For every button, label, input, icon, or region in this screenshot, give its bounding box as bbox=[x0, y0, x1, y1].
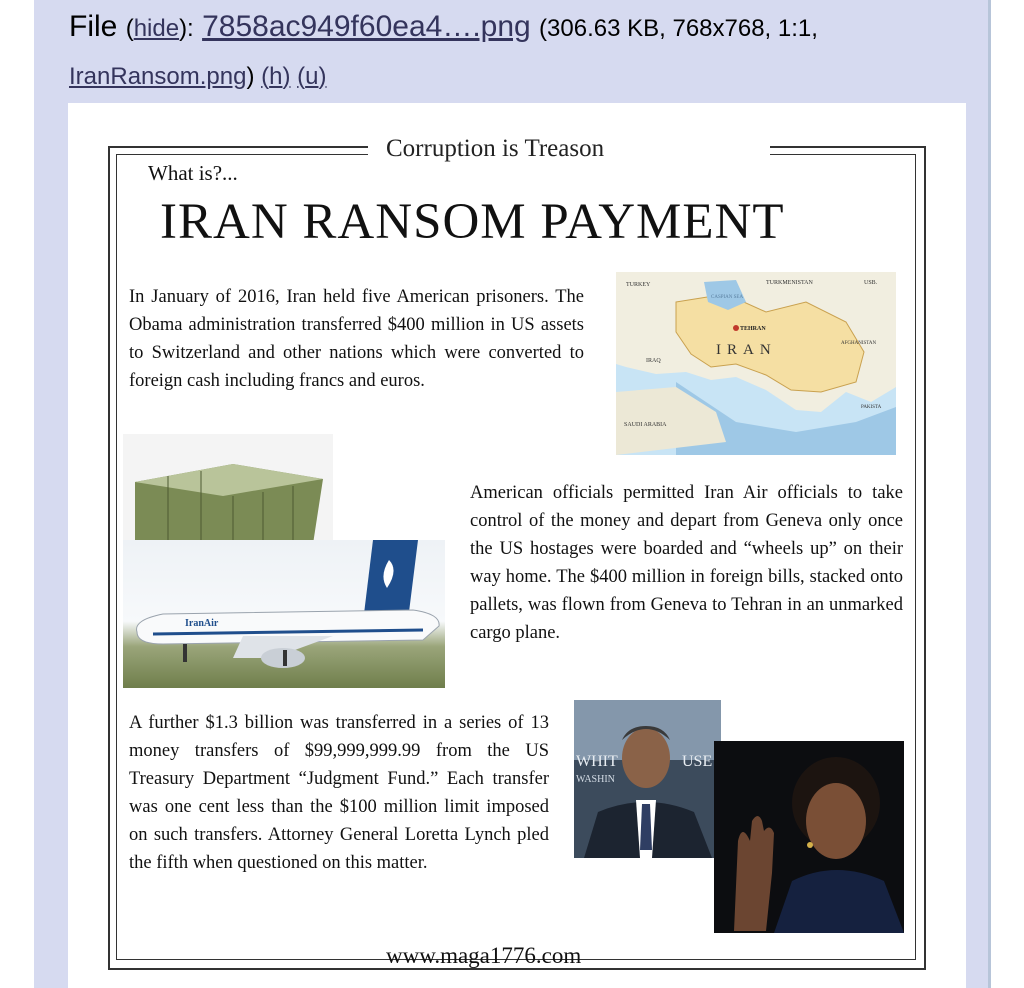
map-label-afghanistan: AFGHANISTAN bbox=[841, 341, 877, 346]
paragraph-3: A further $1.3 billion was transferred in a series of 13 money transfers of $99,999,999.99 from the US Treasury Department “Judgment Fund.” Each transfer was one cent less than the $100 million limit imposed on such transfers. Attorney General Loretta Lynch pled the fifth when questioned on this matter. bbox=[129, 713, 549, 873]
lynch-photo bbox=[714, 741, 904, 933]
poster-headline: IRAN RANSOM PAYMENT bbox=[160, 194, 785, 250]
h-link[interactable]: (h) bbox=[261, 63, 291, 90]
original-filename-link[interactable]: IranRansom.png bbox=[69, 63, 247, 90]
map-label-caspian: CASPIAN SEA bbox=[711, 295, 744, 300]
file-meta: (306.63 KB, 768x768, 1:1, bbox=[539, 15, 818, 42]
poster bbox=[68, 103, 966, 988]
iran-map-image bbox=[616, 272, 896, 455]
map-label-saudi-arabia: SAUDI ARABIA bbox=[624, 422, 667, 428]
post-image[interactable] bbox=[68, 103, 966, 988]
map-label-tehran: TEHRAN bbox=[740, 326, 766, 332]
map-label-iran: IRAN bbox=[716, 342, 777, 358]
obama-backdrop-text-1: WHIT bbox=[576, 753, 618, 770]
map-label-turkey: TURKEY bbox=[626, 282, 651, 288]
poster-website: www.maga1776.com bbox=[386, 943, 582, 968]
map-label-usb: USB. bbox=[864, 280, 878, 286]
map-label-iraq: IRAQ bbox=[646, 358, 661, 364]
paragraph-1: In January of 2016, Iran held five American prisoners. The Obama administration transferred $400 million in US assets to Switzerland and other nations which were converted to foreign cash including francs and euros. bbox=[129, 287, 584, 391]
obama-backdrop-text-3: WASHIN bbox=[576, 774, 615, 785]
map-label-turkmenistan: TURKMENISTAN bbox=[766, 280, 813, 286]
plane-livery-text: IranAir bbox=[185, 618, 219, 629]
obama-photo bbox=[574, 700, 721, 858]
hide-link[interactable]: hide bbox=[133, 15, 180, 42]
post-border bbox=[988, 0, 991, 988]
paragraph-2: American officials permitted Iran Air officials to take control of the money and depart from Geneva only once the US hostages were boarded and “wheels up” on their way home. The $400 million in foreign bills, stacked onto pallets, was flown from Geneva to Tehran in an unmarked cargo plane. bbox=[470, 483, 903, 643]
poster-what-is: What is?... bbox=[148, 161, 238, 185]
poster-tagline: Corruption is Treason bbox=[386, 135, 605, 162]
obama-backdrop-text-2: USE bbox=[682, 753, 713, 770]
file-label: File bbox=[69, 10, 118, 43]
u-link[interactable]: (u) bbox=[297, 63, 327, 90]
iran-air-plane-image bbox=[123, 540, 445, 688]
map-label-pakistan: PAKISTA bbox=[861, 405, 882, 410]
file-name-link[interactable]: 7858ac949f60ea4….png bbox=[202, 10, 531, 43]
file-info: File (hide): 7858ac949f60ea4….png (306.63 KB, 768x768, 1:1, IranRansom.png) (h) (u) bbox=[69, 10, 818, 90]
